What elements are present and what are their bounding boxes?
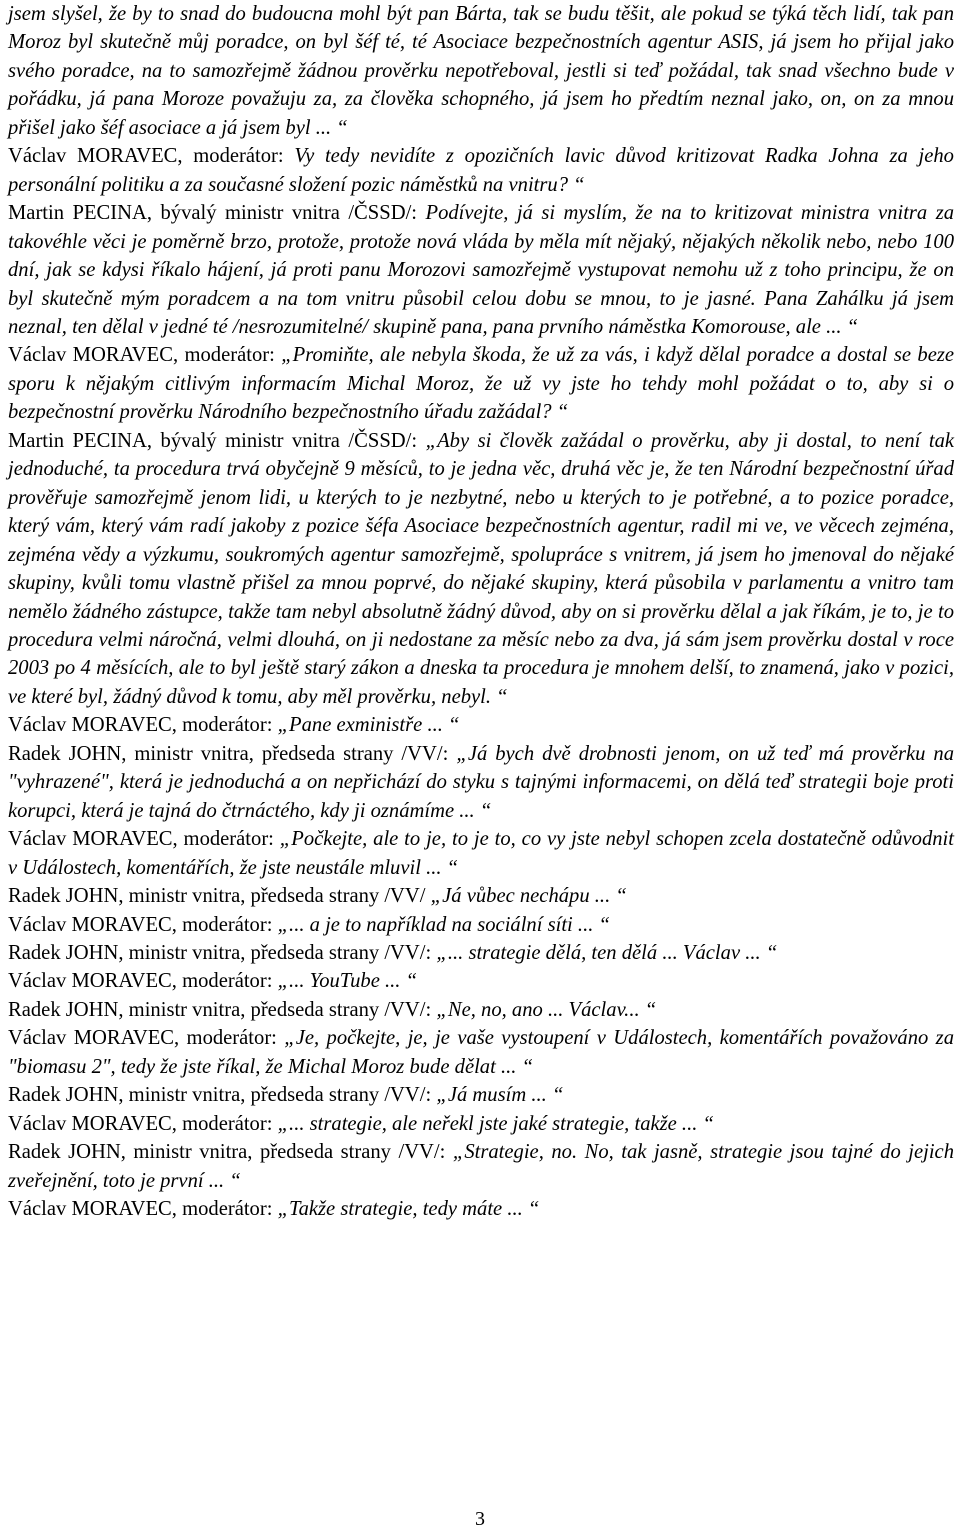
statement-text: „... strategie, ale neřekl jste jaké strategie, takže ... “ [277, 1112, 714, 1135]
transcript-page [8, 0, 954, 1223]
statement-text: Podívejte, já si myslím, že na to kritizovat ministra vnitra za takovéhle věci je poměrně brzo, protože, protože nová vláda by měla mít nějaký, nějakých několik nebo, nebo 100 dní, jak se kdysi říkalo hájení, já proti panu Morozovi samozřejmě vystupovat nemohu už z toho principu, že on byl skutečně mým poradcem a na tom vnitru působil celou dobu se mnou, to je jasné. Pana Zahálku já jsem neznal, ten dělal v jedné té /nesrozumitelné/ skupině pana, pana prvního náměstka Komorouse, ale ... “ [8, 202, 955, 338]
statement-text: „Já vůbec nechápu ... “ [430, 885, 627, 908]
transcript-paragraph [8, 967, 954, 995]
statement-text: „Strategie, no. No, tak jasně, strategie jsou tajné do jejich zveřejnění, toto je první ... “ [8, 1141, 954, 1192]
statement-text: „Aby si člověk zažádal o prověrku, aby ji dostal, to není tak jednoduché, ta procedura trvá obyčejně 9 měsíců, to je jedna věc, druhá věc je, že ten Národní bezpečnostní úřad prověřuje samozřejmě jenom lidi, u kterých to je nezbytné, nebo u kterých to je potřebné, a to pozice poradce, který vám, který vám radí jakoby z pozice šéfa Asociace bezpečnostních agentur, radil mi ve, ve věcech zejména, zejména vědy a výzkumu, soukromých agentur samozřejmě, spolupráce s vnitrem, já jsem ho jmenoval do nějaké skupiny, kvůli tomu vlastně přišel za mnou poprvé, do nějaké skupiny, která působila v parlamentu a vnitro tam nemělo žádného zástupce, takže tam nebyl absolutně žádný důvod, aby on si prověrku dělal a jak říkám, je to, je to procedura velmi náročná, velmi dlouhá, on ji nedostane za měsíc nebo za dva, já sám jsem prověrku dostal v roce 2003 po 4 měsících, ale to byl ještě starý zákon a dneska ta procedura je mnohem delší, to znamená, jako v pozici, ve které byl, žádný důvod k tomu, aby měl prověrku, nebyl. “ [8, 429, 955, 708]
speaker-label: Radek JOHN, ministr vnitra, předseda strany /VV/: [8, 1141, 453, 1164]
speaker-label: Radek JOHN, ministr vnitra, předseda strany /VV/: [8, 742, 457, 765]
transcript-paragraph [8, 996, 954, 1024]
speaker-label: Martin PECINA, bývalý ministr vnitra /ČSSD/: [8, 202, 426, 225]
transcript-paragraph [8, 711, 954, 739]
transcript-paragraph [8, 142, 954, 199]
statement-text: „... YouTube ... “ [277, 970, 418, 993]
statement-text: „Je, počkejte, je, je vaše vystoupení v Událostech, komentářích považováno za "biomasu 2", tedy že jste říkal, že Michal Moroz bude dělat ... “ [8, 1027, 954, 1078]
speaker-label: Martin PECINA, bývalý ministr vnitra /ČSSD/: [8, 429, 426, 452]
transcript-paragraph [8, 199, 954, 341]
statement-text: „Ne, no, ano ... Václav... “ [436, 998, 657, 1021]
speaker-label: Václav MORAVEC, moderátor: [8, 714, 278, 737]
speaker-label: Radek JOHN, ministr vnitra, předseda strany /VV/: [8, 998, 437, 1021]
speaker-label: Václav MORAVEC, moderátor: [8, 970, 278, 993]
statement-text: Vy tedy nevidíte z opozičních lavic důvod kritizovat Radka Johna za jeho personální politiku a za současné složení pozic náměstků na vnitru? “ [8, 145, 954, 196]
statement-text: „Pane exministře ... “ [277, 714, 460, 737]
transcript-paragraph [8, 882, 954, 910]
statement-text: „Já musím ... “ [436, 1084, 564, 1107]
transcript-paragraph [8, 825, 954, 882]
speaker-label: Radek JOHN, ministr vnitra, předseda strany /VV/ [8, 885, 431, 908]
speaker-label: Václav MORAVEC, moderátor: [8, 913, 278, 936]
transcript-paragraph [8, 740, 954, 825]
statement-text: „... a je to například na sociální síti ... “ [277, 913, 610, 936]
transcript-paragraph [8, 341, 954, 426]
statement-text: „Počkejte, ale to je, to je to, co vy jste nebyl schopen zcela dostatečně odůvodnit v Událostech, komentářích, že jste neustále mluvil ... “ [8, 828, 954, 879]
transcript-paragraph [8, 1110, 954, 1138]
speaker-label: Václav MORAVEC, moderátor: [8, 145, 295, 168]
speaker-label: Radek JOHN, ministr vnitra, předseda strany /VV/: [8, 941, 437, 964]
transcript-paragraph [8, 1024, 954, 1081]
speaker-label: Václav MORAVEC, moderátor: [8, 1112, 278, 1135]
speaker-label: Václav MORAVEC, moderátor: [8, 344, 282, 367]
transcript-paragraph [8, 1138, 954, 1195]
transcript-paragraph [8, 0, 954, 142]
transcript-paragraph [8, 911, 954, 939]
speaker-label: Václav MORAVEC, moderátor: [8, 1027, 285, 1050]
speaker-label: Václav MORAVEC, moderátor: [8, 1198, 278, 1221]
statement-text: „Promiňte, ale nebyla škoda, že už za vás, i když dělal poradce a dostal se beze sporu k nějakým citlivým informacím Michal Moroz, že už vy jste ho tehdy mohl požádat o to, aby si o bezpečnostní prověrku Národního bezpečnostního úřadu zažádal? “ [8, 344, 954, 424]
statement-text: „... strategie dělá, ten dělá ... Václav ... “ [436, 941, 778, 964]
transcript-paragraph [8, 1081, 954, 1109]
statement-text: jsem slyšel, že by to snad do budoucna mohl být pan Bárta, tak se budu těšit, ale pokud se týká těch lidí, tak pan Moroz byl skutečně můj poradce, on byl šéf té, té Asociace bezpečnostních agentur ASIS, já jsem ho přijal jako svého poradce, na to samozřejmě žádnou prověrku nepotřeboval, jestli si teď požádal, tak snad všechno bude v pořádku, já pana Moroze považuju za, za člověka schopného, já jsem ho předtím neznal jako, on, on za mnou přišel jako šéf asociace a já jsem byl ... “ [8, 3, 954, 139]
transcript-paragraph [8, 427, 954, 712]
statement-text: „Já bych dvě drobnosti jenom, on už teď má prověrku na "vyhrazené", která je jednoduchá a on nepřichází do styku s tajnými informacemi, on dělá teď strategii boje proti korupci, která je tajná do čtrnáctého, kdy ji oznámíme ... “ [8, 742, 955, 822]
transcript-paragraph [8, 939, 954, 967]
speaker-label: Václav MORAVEC, moderátor: [8, 828, 280, 851]
statement-text: „Takže strategie, tedy máte ... “ [277, 1198, 540, 1221]
page-number: 3 [475, 1508, 485, 1530]
speaker-label: Radek JOHN, ministr vnitra, předseda strany /VV/: [8, 1084, 437, 1107]
transcript-paragraph [8, 1195, 954, 1223]
